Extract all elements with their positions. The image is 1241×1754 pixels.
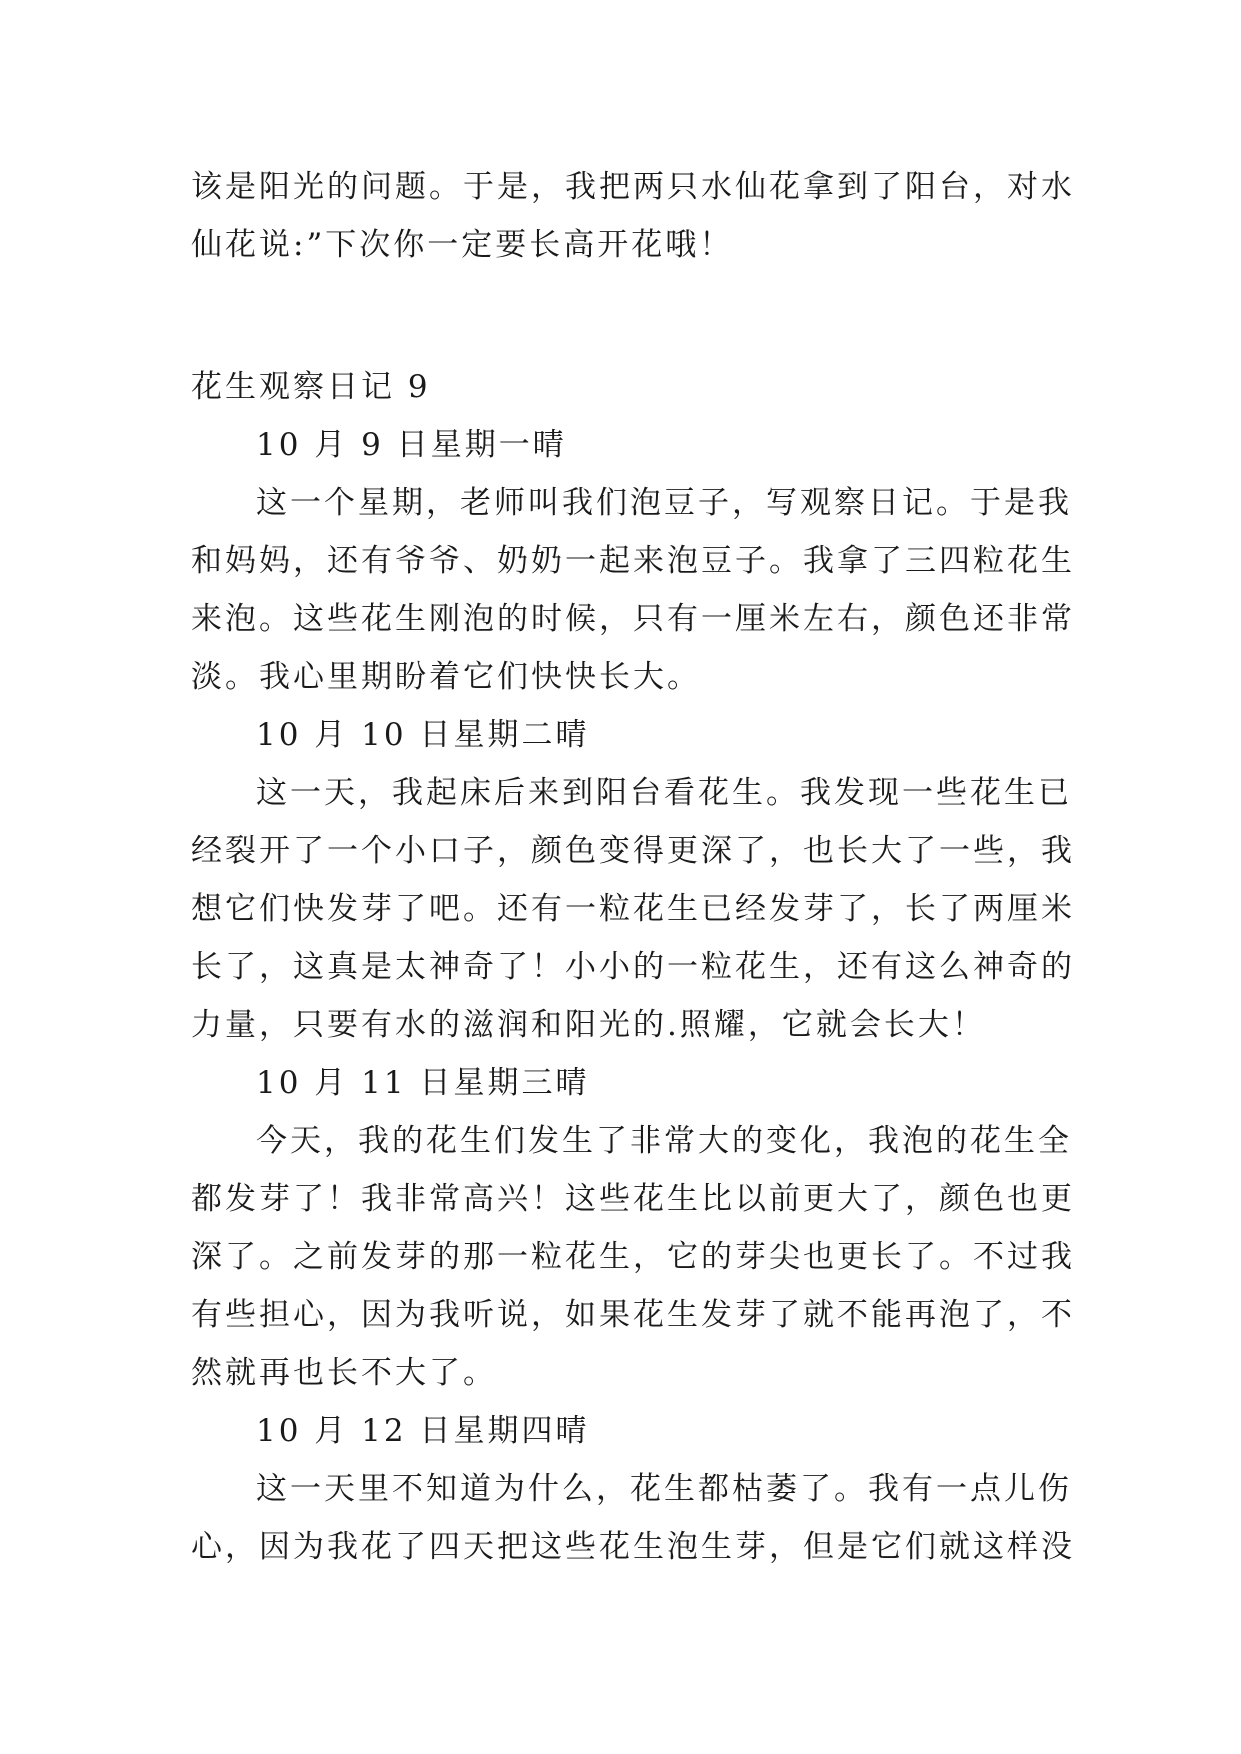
intro-paragraph xyxy=(191,158,1075,274)
diary-entry xyxy=(191,1402,1075,1576)
text-line: 有些担心，因为我听说，如果花生发芽了就不能再泡了，不 xyxy=(191,1297,1075,1333)
text-line: 心，因为我花了四天把这些花生泡生芽，但是它们就这样没 xyxy=(191,1529,1075,1565)
entry-date: 10 月 11 日星期三晴 xyxy=(256,1065,590,1101)
text-line: 长了，这真是太神奇了！小小的一粒花生，还有这么神奇的 xyxy=(191,949,1075,985)
entry-date: 10 月 9 日星期一晴 xyxy=(256,427,567,463)
text-line: 想它们快发芽了吧。还有一粒花生已经发芽了，长了两厘米 xyxy=(191,891,1075,927)
text-line: 该是阳光的问题。于是，我把两只水仙花拿到了阳台，对水 xyxy=(191,169,1075,205)
text-line: 深了。之前发芽的那一粒花生，它的芽尖也更长了。不过我 xyxy=(191,1239,1075,1275)
text-line: 淡。我心里期盼着它们快快长大。 xyxy=(191,659,701,695)
text-line: 然就再也长不大了。 xyxy=(191,1355,497,1391)
text-line: 这一天，我起床后来到阳台看花生。我发现一些花生已 xyxy=(256,775,1072,811)
section-title: 花生观察日记 9 xyxy=(191,369,431,405)
text-line: 仙花说:”下次你一定要长高开花哦！ xyxy=(191,227,734,263)
text-line: 力量，只要有水的滋润和阳光的.照耀，它就会长大！ xyxy=(191,1007,986,1043)
section-gap xyxy=(191,274,1051,358)
text-line: 这一天里不知道为什么，花生都枯萎了。我有一点儿伤 xyxy=(256,1471,1072,1507)
diary-entry xyxy=(191,1054,1075,1402)
text-line: 都发芽了！我非常高兴！这些花生比以前更大了，颜色也更 xyxy=(191,1181,1075,1217)
text-line: 来泡。这些花生刚泡的时候，只有一厘米左右，颜色还非常 xyxy=(191,601,1075,637)
diary-entry xyxy=(191,416,1075,706)
entry-date: 10 月 10 日星期二晴 xyxy=(256,717,590,753)
text-line: 经裂开了一个小口子，颜色变得更深了，也长大了一些，我 xyxy=(191,833,1075,869)
diary-entry xyxy=(191,706,1075,1054)
text-line: 和妈妈，还有爷爷、奶奶一起来泡豆子。我拿了三四粒花生 xyxy=(191,543,1075,579)
text-line: 这一个星期，老师叫我们泡豆子，写观察日记。于是我 xyxy=(256,485,1072,521)
text-line: 今天，我的花生们发生了非常大的变化，我泡的花生全 xyxy=(256,1123,1072,1159)
document-body xyxy=(191,158,1075,1576)
entry-date: 10 月 12 日星期四晴 xyxy=(256,1413,590,1449)
